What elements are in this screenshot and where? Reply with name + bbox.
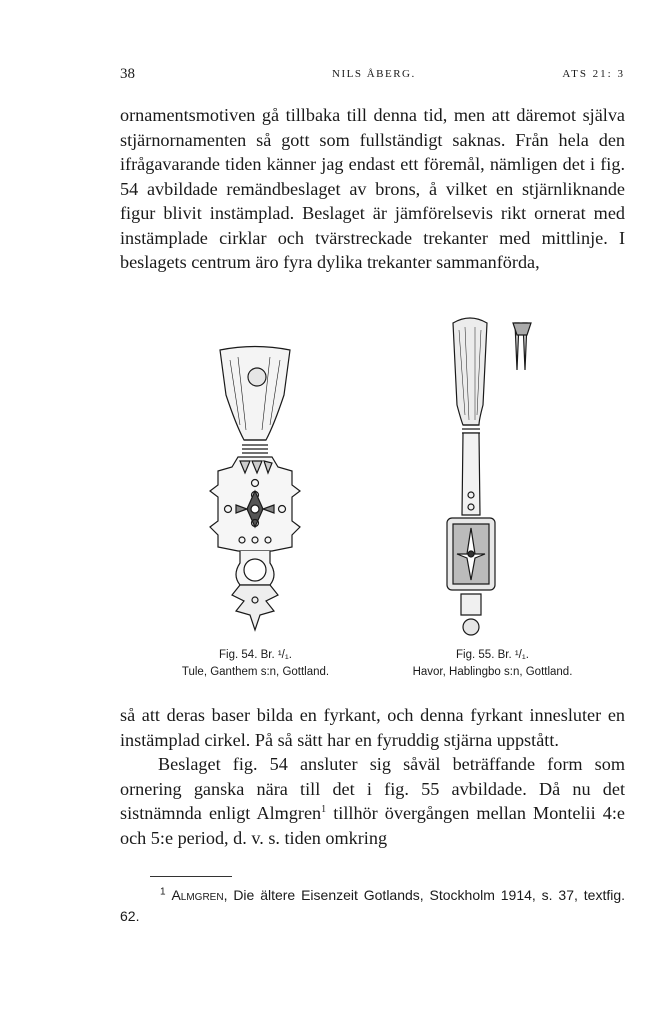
body-continuation <box>120 703 625 850</box>
fig54-location: Tule, Ganthem s:n, Gottland. <box>181 666 330 678</box>
fig54-label: Fig. 54. <box>219 649 258 661</box>
figure-54-caption <box>148 647 363 681</box>
fig54-scale: Br. ¹/₁. <box>260 649 292 661</box>
paragraph-3-start: Beslaget fig. 54 ansluter sig såväl beträffande form som ornering ganska nära till det i fig. 55 avbildade. Då nu det sistnämnda enligt Almgren <box>120 754 625 823</box>
fig55-location: Havor, Hablingbo s:n, Gottland. <box>412 666 573 678</box>
footnote-ref: 1 <box>321 803 327 815</box>
fig55-label: Fig. 55. <box>456 649 495 661</box>
paragraph-3-end: tillhör övergången mellan Montelii 4:e och 5:e period, d. v. s. tiden omkring <box>120 803 625 848</box>
paragraph-1: ornamentsmotiven gå tillbaka till denna tid, men att däremot själva stjärnornamenten så gott som fullständigt saknas. Från hela den ifrågavarande tiden känner jag endast ett föremål, nämligen det i fig. 54 avbildade remändbeslaget av brons, å vilket en stjärnliknande figur blivit instämplad. Beslaget är jämförelsevis rikt ornerat med instämplade cirklar och tvärstreckade trekanter med mittlinje. I beslagets centrum äro fyra dylika trekanter sammanförda, <box>120 105 625 272</box>
footnote-author: Almgren <box>171 887 224 903</box>
footnote-divider <box>150 876 232 877</box>
fig55-scale: Br. ¹/₁. <box>497 649 529 661</box>
running-header <box>120 66 625 86</box>
figure-55-illustration <box>435 315 550 640</box>
paragraph-3 <box>120 752 625 850</box>
page-number: 38 <box>120 66 135 82</box>
series-label: ATS 21: 3 <box>562 68 625 80</box>
running-author: NILS ÅBERG. <box>332 68 416 80</box>
paragraph-2: så att deras baser bilda en fyrkant, och denna fyrkant innesluter en instämplad cirkel. På så sätt har en fyruddig stjärna uppstått. <box>120 705 625 750</box>
footnote-marker: 1 <box>160 886 166 898</box>
footnote <box>120 885 625 927</box>
figure-55-caption <box>380 647 605 681</box>
footnote-text: , Die ältere Eisenzeit Gotlands, Stockholm 1914, s. 37, textfig. 62. <box>120 887 626 924</box>
figure-54-illustration <box>200 345 310 640</box>
